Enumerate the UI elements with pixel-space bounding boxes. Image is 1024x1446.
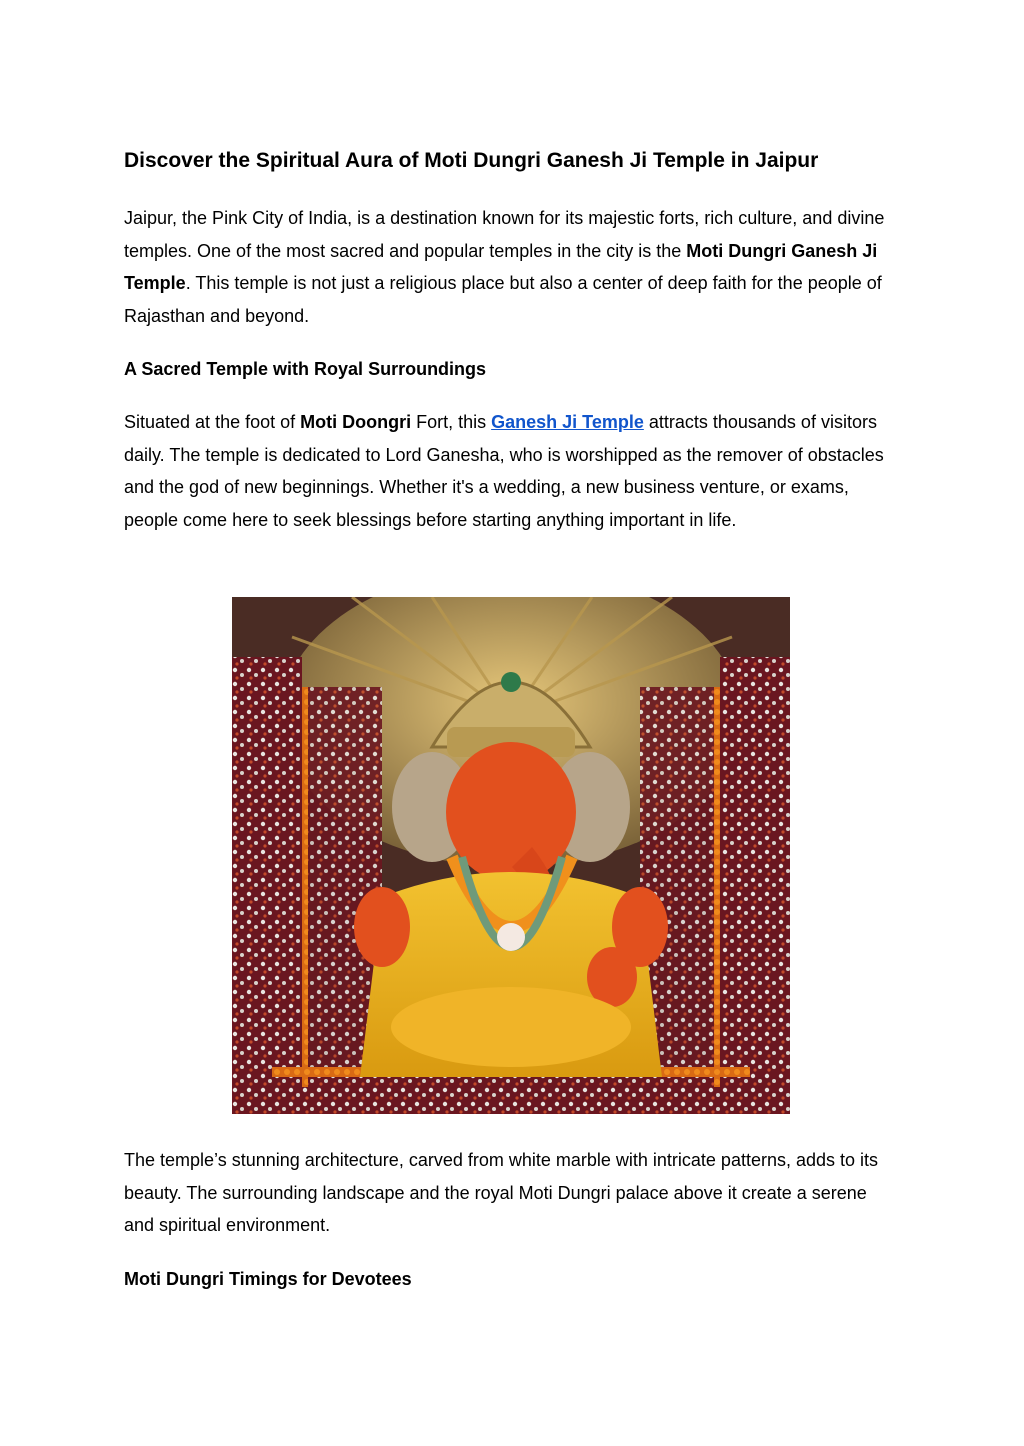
intro-bold-temple-name: Moti Dungri Ganesh Ji Temple	[124, 240, 878, 294]
section-heading-timings: Moti Dungri Timings for Devotees	[124, 1269, 412, 1289]
intro-paragraph	[124, 202, 900, 332]
section1-text-3: attracts thousands of visitors daily. The temple is dedicated to Lord Ganesha, who is worshipped as the remover of obstacles and the god of new beginnings. Whether it's a wedding, a new business venture, or exams, people come here to seek blessings before starting anything important in life.	[124, 412, 884, 530]
section1-paragraph	[124, 406, 900, 536]
ganesh-ji-temple-link[interactable]: Ganesh Ji Temple	[491, 412, 644, 432]
architecture-paragraph: The temple’s stunning architecture, carved from white marble with intricate patterns, adds to its beauty. The surrounding landscape and the royal Moti Dungri palace above it create a serene and spiritual environment.	[124, 1150, 879, 1236]
section1-text-2: Fort, this	[411, 412, 492, 432]
section-heading-sacred-temple: A Sacred Temple with Royal Surroundings	[124, 359, 487, 379]
intro-text-1: Jaipur, the Pink City of India, is a destination known for its majestic forts, rich culture, and divine temples. One of the most sacred and popular temples in the city is the	[124, 208, 885, 261]
ganesha-idol-photo	[232, 597, 790, 1114]
page-title: Discover the Spiritual Aura of Moti Dungri Ganesh Ji Temple in Jaipur	[124, 149, 819, 172]
intro-text-2: . This temple is not just a religious place but also a center of deep faith for the people of Rajasthan and beyond.	[124, 273, 882, 326]
section1-text-1: Situated at the foot of	[124, 412, 301, 432]
section1-bold-fort-name: Moti Doongri	[300, 412, 412, 432]
